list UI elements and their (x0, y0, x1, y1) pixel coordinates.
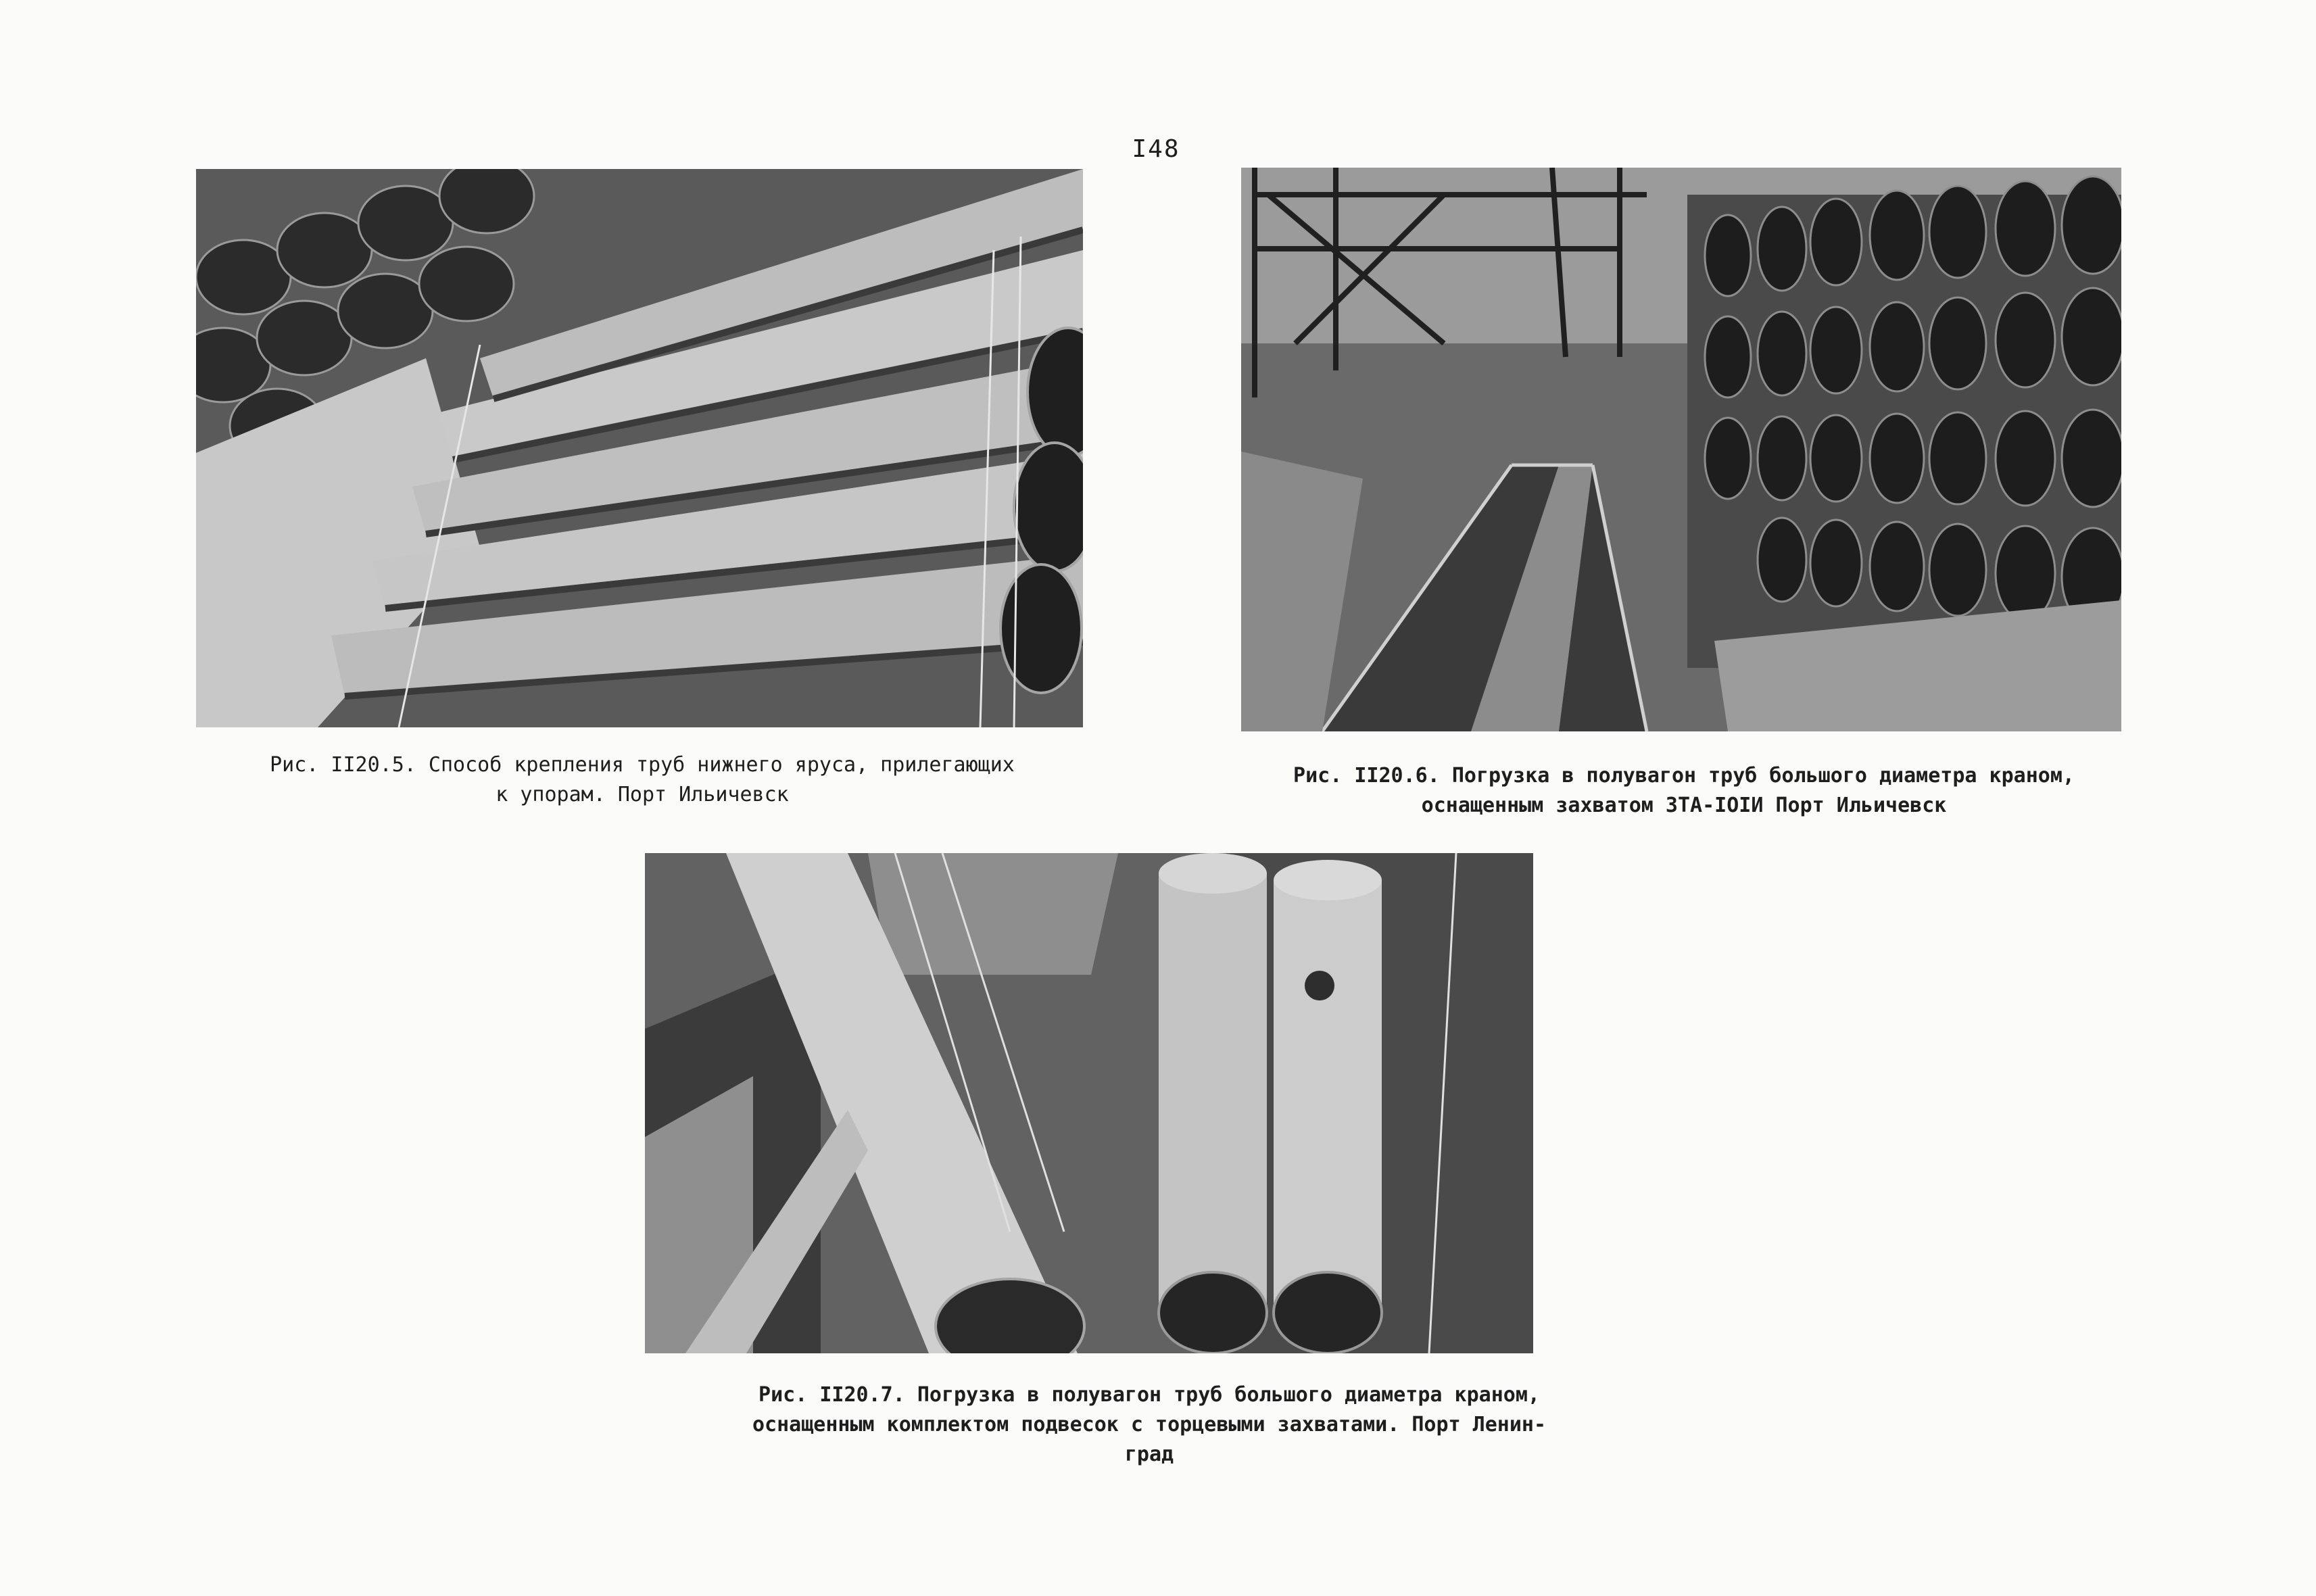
caption-1-line-1: Рис. II20.5. Способ крепления труб нижнего яруса, прилегающих (270, 753, 1015, 777)
figure-caption-2 (1241, 761, 2127, 821)
caption-3-line-3: град (1124, 1443, 1174, 1466)
caption-3-line-2: оснащенным комплектом подвесок с торцевыми захватами. Порт Ленин- (752, 1413, 1546, 1436)
caption-2-line-1: Рис. II20.6. Погрузка в полувагон труб большого диаметра краном, (1293, 764, 2075, 788)
figure-caption-3 (662, 1380, 1636, 1470)
figure-caption-1 (196, 750, 1088, 810)
page-number: I48 (1132, 135, 1180, 163)
caption-3-line-1: Рис. II20.7. Погрузка в полувагон труб большого диаметра краном, (758, 1383, 1540, 1407)
caption-2-line-2: оснащенным захватом ЗТА-IOIИ Порт Ильичевск (1421, 794, 1947, 817)
caption-1-line-2: к упорам. Порт Ильичевск (496, 783, 789, 806)
photo-pipes-in-wagon (645, 853, 1533, 1353)
photo-crane-wagon-loading (1241, 168, 2121, 731)
photo-pipes-secured (196, 169, 1083, 727)
